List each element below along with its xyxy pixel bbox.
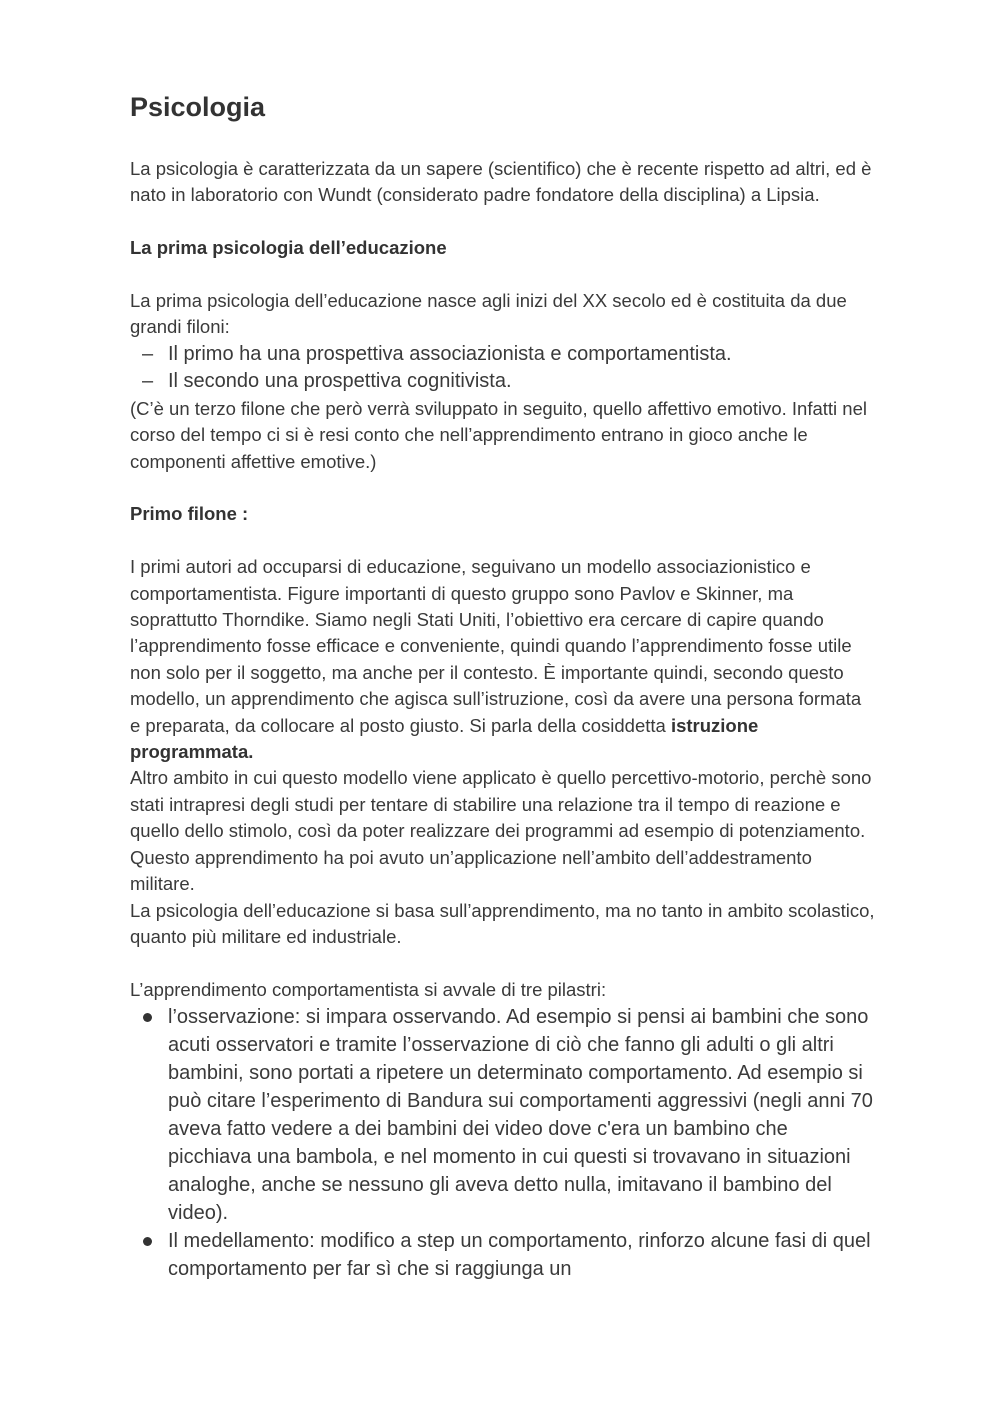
spacer	[130, 475, 875, 501]
pillars-intro: L’apprendimento comportamentista si avvale di tre pilastri:	[130, 978, 607, 1000]
spacer	[130, 262, 875, 288]
spacer	[130, 950, 875, 976]
document-page	[130, 88, 875, 1283]
list-item	[130, 1003, 875, 1227]
list-item: – Il secondo una prospettiva cognitivista.	[130, 368, 875, 396]
section-heading-prima-psicologia: La prima psicologia dell’educazione	[130, 237, 447, 259]
bullet-icon	[143, 1237, 152, 1246]
list-item: – Il primo ha una prospettiva associazionista e comportamentista.	[130, 341, 875, 369]
basis-paragraph: La psicologia dell’educazione si basa sull’apprendimento, ma no tanto in ambito scolastico, quanto più militare ed industriale.	[130, 899, 875, 947]
pillars-list	[130, 1003, 875, 1283]
filoni-list	[130, 341, 875, 396]
page-title: Psicologia	[130, 92, 266, 122]
bullet-icon	[143, 1013, 152, 1022]
bold-term: istruzione programmata.	[130, 714, 759, 763]
list-item-text: Il medellamento: modifico a step un comportamento, rinforzo alcune fasi di quel comportamento per far sì che si raggiunga un	[168, 1230, 871, 1281]
percettivo-motorio-paragraph: Altro ambito in cui questo modello viene applicato è quello percettivo-motorio, perchè sono stati intrapresi degli studi per tentare di stabilire una relazione tra il tempo di reazione e quello dello stimolo, così da poter realizzare dei programmi ad esempio di potenziamento. Questo apprendimento ha poi avuto un’applicazione nell’ambito dell’addestramento militare.	[130, 767, 872, 895]
intro-paragraph: La psicologia è caratterizzata da un sapere (scientifico) che è recente rispetto ad altri, ed è nato in laboratorio con Wundt (considerato padre fondatore della disciplina) a Lipsia.	[130, 158, 872, 206]
section1-note: (C’è un terzo filone che però verrà sviluppato in seguito, quello affettivo emotivo. Infatti nel corso del tempo ci si è resi conto che nell’apprendimento entrano in gioco anche le componenti affettive emotive.)	[130, 397, 867, 472]
primo-filone-paragraph	[130, 554, 875, 765]
list-item-text: l’osservazione: si impara osservando. Ad esempio si pensi ai bambini che sono acuti osservatori e tramite l’osservazione di ciò che fanno gli adulti o gli altri bambini, sono portati a ripetere un determinato comportamento. Ad esempio si può citare l’esperimento di Bandura sui comportamenti aggressivi (negli anni 70 aveva fatto vedere a dei bambini dei video dove c'era un bambino che picchiava una bambola, e nel momento in cui questi si trovavano in situazioni analoghe, anche se nessuno gli aveva detto nulla, imitavano il bambino del video).	[168, 1006, 873, 1225]
spacer	[130, 209, 875, 235]
section-heading-primo-filone: Primo filone :	[130, 503, 249, 525]
paragraph-text: I primi autori ad occuparsi di educazione, seguivano un modello associazionistico e comportamentista. Figure importanti di questo gruppo sono Pavlov e Skinner, ma soprattutto Thorndike. Siamo negli Stati Uniti, l’obiettivo era cercare di capire quando l’apprendimento fosse efficace e conveniente, quindi quando l’apprendimento fosse utile non solo per il soggetto, ma anche per il contesto. È importante quindi, secondo questo modello, un apprendimento che agisca sull’istruzione, così da avere una persona formata e preparata, da collocare al posto giusto. Si parla della cosiddetta	[130, 556, 862, 736]
section1-paragraph: La prima psicologia dell’educazione nasce agli inizi del XX secolo ed è costituita da due grandi filoni:	[130, 290, 847, 338]
list-item	[130, 1227, 875, 1283]
spacer	[130, 528, 875, 554]
